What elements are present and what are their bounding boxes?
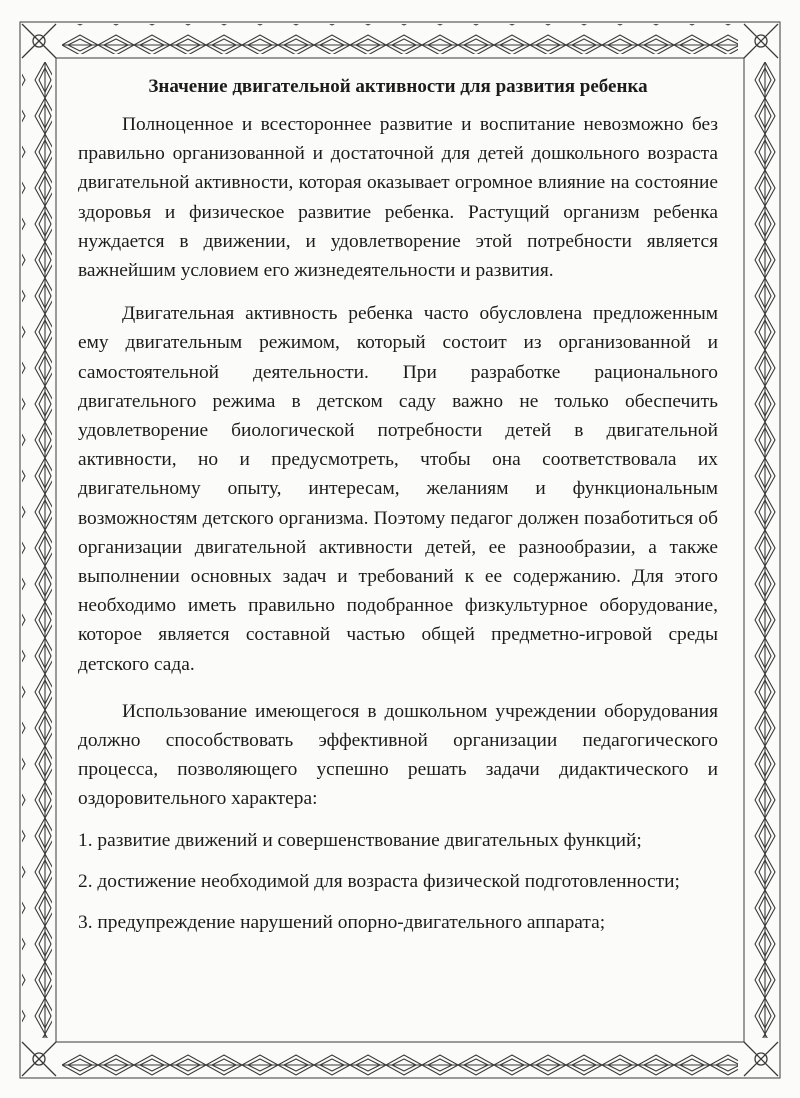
border-left — [22, 62, 52, 1038]
paragraph-intro: Полноценное и всестороннее развитие и воспитание невозможно без правильно организованной и достаточной для детей дошкольного возраста двигательной активности, которая оказывает огромное влияние на состояние здоровья и физическое развитие ребенка. Растущий организм ребенка нуждается в движении, и удовлетворение этой потребности является важнейшим условием его жизнедеятельности и развития. — [78, 114, 718, 282]
paragraph-motor-regime: Двигательная активность ребенка часто обусловлена предложенным ему двигательным режимом, который состоит из организованной и самостоятельной деятельности. При разработке рационального двигательного режима в детском саду важно не только обеспечить удовлетворение биологической потребности детей в двигательной активности, но и предусмотреть, чтобы она соответствовала их двигательному опыту, интересам, желаниям и функциональным возможностям детского организма. Поэтому педагог должен позаботиться об организации двигательной активности детей, ее разнообразии, а также выполнении основных задач и требований к ее содержанию. Для этого необходимо иметь правильно подобранное физкультурное оборудование, которое является составной частью общей предметно-игровой среды детского сада. — [78, 303, 718, 675]
corner-bottom-right — [744, 1042, 778, 1076]
border-bottom — [62, 1046, 738, 1076]
corner-bottom-left — [22, 1042, 56, 1076]
list-item: 1. развитие движений и совершенствование двигательных функций; — [78, 829, 642, 851]
border-right — [748, 62, 778, 1038]
list-item: 2. достижение необходимой для возраста физической подготовленности; — [78, 870, 680, 892]
document-title: Значение двигательной активности для развития ребенка — [148, 76, 648, 97]
corner-top-right — [744, 24, 778, 58]
corner-top-left — [22, 24, 56, 58]
document-body — [78, 74, 718, 949]
list-item: 3. предупреждение нарушений опорно-двигательного аппарата; — [78, 912, 606, 934]
border-top — [62, 24, 738, 54]
paragraph-equipment: Использование имеющегося в дошкольном учреждении оборудования должно способствовать эффективной организации педагогического процесса, позволяющего успешно решать задачи дидактического и оздоровительного характера: — [78, 700, 718, 810]
